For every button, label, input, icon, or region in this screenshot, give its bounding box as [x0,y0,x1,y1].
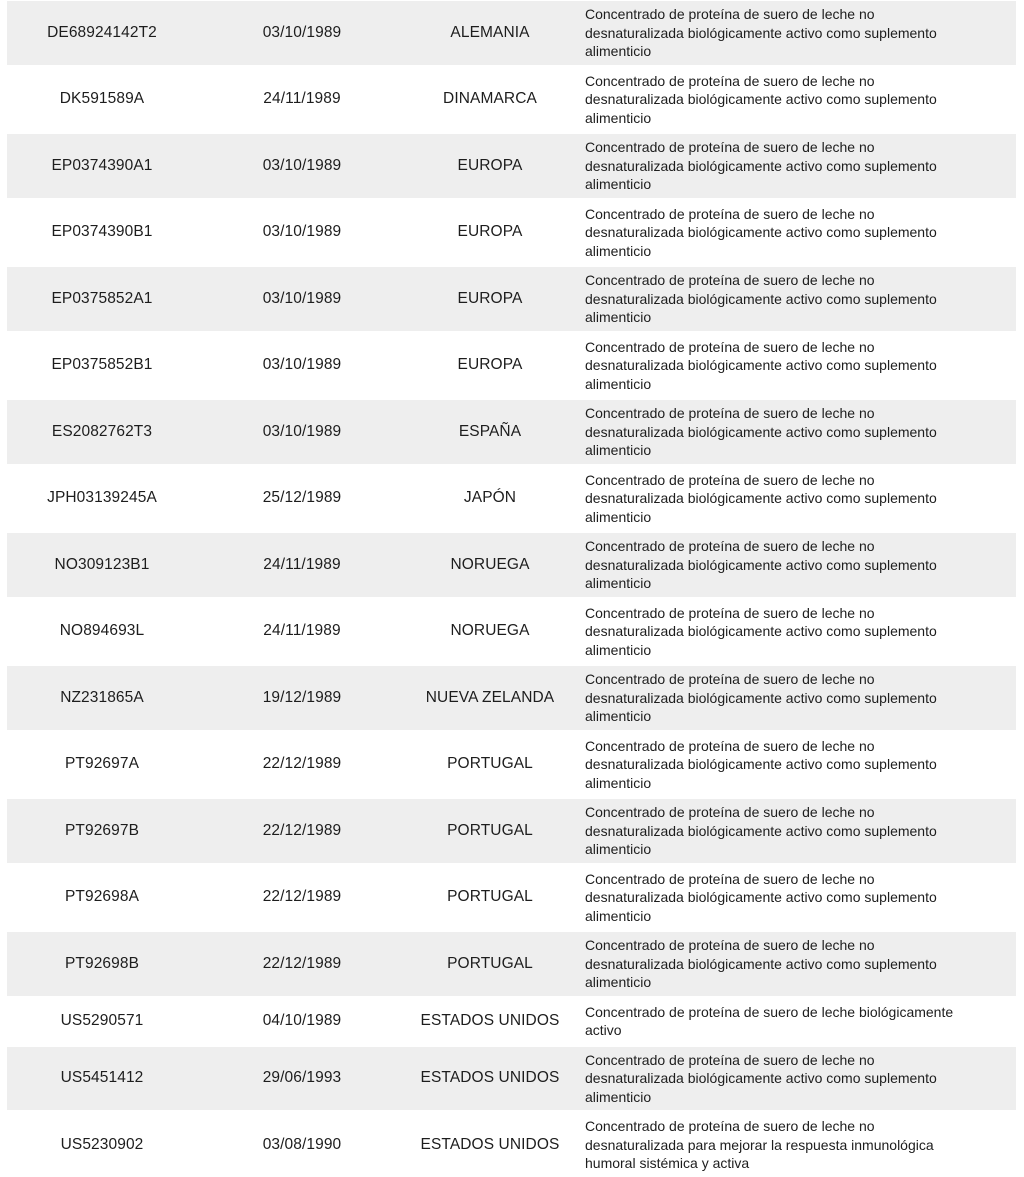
country-cell: EUROPA [457,156,523,174]
table-row [7,733,1016,797]
country-cell: EUROPA [457,356,523,374]
country-cell: ESTADOS UNIDOS [420,1069,560,1087]
country-cell: ESTADOS UNIDOS [420,1012,560,1029]
table-row [7,201,1016,265]
description-cell: Concentrado de proteína de suero de leche no desnaturalizada biológicamente activo como suplemento alimenticio [585,471,937,525]
country-cell: JAPÓN [463,489,517,507]
description-cell: Concentrado de proteína de suero de leche no desnaturalizada biológicamente activo como suplemento alimenticio [585,405,937,458]
patent-number-cell: EP0375852A1 [51,289,153,307]
date-cell: 22/12/1989 [262,888,342,906]
country-cell: DINAMARCA [443,90,537,108]
table-row [7,1047,1016,1111]
description-cell: Concentrado de proteína de suero de leche biológicamente activo [585,1003,954,1038]
patent-number-cell: JPH03139245A [47,489,157,507]
description-cell: Concentrado de proteína de suero de leche no desnaturalizada biológicamente activo como suplemento alimenticio [585,6,937,59]
patent-number-cell: EP0375852B1 [51,356,153,374]
country-cell: EUROPA [457,289,523,307]
table-row [7,134,1016,198]
date-cell: 03/10/1989 [262,156,342,174]
patent-number-cell: PT92697B [64,821,140,839]
description-cell: Concentrado de proteína de suero de leche no desnaturalizada biológicamente activo como suplemento alimenticio [585,937,937,990]
patent-number-cell: NO894693L [59,622,145,640]
description-cell: Concentrado de proteína de suero de leche no desnaturalizada biológicamente activo como suplemento alimenticio [585,338,937,392]
date-cell: 24/11/1989 [263,555,341,573]
patent-number-cell: PT92698B [64,954,140,972]
patent-number-cell: DE68924142T2 [47,23,157,41]
patent-number-cell: DK591589A [59,90,145,108]
description-cell: Concentrado de proteína de suero de leche no desnaturalizada biológicamente activo como suplemento alimenticio [585,671,937,724]
table-row [7,932,1016,996]
table-row [7,1113,1016,1177]
date-cell: 25/12/1989 [262,489,342,507]
date-cell: 22/12/1989 [262,755,342,773]
table-row [7,400,1016,464]
patent-number-cell: NZ231865A [60,688,144,706]
patent-number-cell: EP0374390A1 [51,156,153,174]
date-cell: 03/10/1989 [262,422,342,440]
date-cell: 19/12/1989 [262,688,342,706]
table-row [7,866,1016,930]
country-cell: EUROPA [457,223,523,241]
country-cell: ESPAÑA [458,422,522,440]
date-cell: 04/10/1989 [262,1012,342,1029]
description-cell: Concentrado de proteína de suero de leche no desnaturalizada biológicamente activo como suplemento alimenticio [585,205,937,259]
table-row [7,533,1016,597]
date-cell: 03/10/1989 [262,356,342,374]
description-cell: Concentrado de proteína de suero de leche no desnaturalizada para mejorar la respuesta inmunológica humoral sistémica y activa [585,1118,934,1171]
table-row [7,467,1016,531]
country-cell: NORUEGA [450,622,530,640]
patent-number-cell: ES2082762T3 [51,422,153,440]
date-cell: 29/06/1993 [262,1069,342,1087]
date-cell: 03/10/1989 [262,223,342,241]
country-cell: NUEVA ZELANDA [425,688,555,706]
table-row [7,999,1016,1044]
country-cell: PORTUGAL [447,821,533,839]
patent-number-cell: US5451412 [60,1069,144,1087]
date-cell: 03/10/1989 [262,289,342,307]
table-row [7,600,1016,664]
table-row [7,1,1016,65]
table-row [7,267,1016,331]
table-row [7,334,1016,398]
date-cell: 22/12/1989 [262,821,342,839]
description-cell: Concentrado de proteína de suero de leche no desnaturalizada biológicamente activo como suplemento alimenticio [585,139,937,192]
patent-number-cell: PT92698A [64,888,140,906]
country-cell: ALEMANIA [450,23,530,41]
patent-number-cell: NO309123B1 [54,555,150,573]
table-row [7,799,1016,863]
description-cell: Concentrado de proteína de suero de leche no desnaturalizada biológicamente activo como suplemento alimenticio [585,72,937,126]
date-cell: 24/11/1989 [263,622,341,640]
description-cell: Concentrado de proteína de suero de leche no desnaturalizada biológicamente activo como suplemento alimenticio [585,272,937,325]
date-cell: 22/12/1989 [262,954,342,972]
country-cell: PORTUGAL [447,755,533,773]
patent-number-cell: PT92697A [64,755,140,773]
table-row [7,666,1016,730]
date-cell: 03/08/1990 [262,1135,342,1153]
country-cell: NORUEGA [450,555,530,573]
description-cell: Concentrado de proteína de suero de leche no desnaturalizada biológicamente activo como suplemento alimenticio [585,870,937,924]
date-cell: 24/11/1989 [263,90,341,108]
description-cell: Concentrado de proteína de suero de leche no desnaturalizada biológicamente activo como suplemento alimenticio [585,1051,937,1105]
patent-number-cell: US5230902 [60,1135,144,1153]
description-cell: Concentrado de proteína de suero de leche no desnaturalizada biológicamente activo como suplemento alimenticio [585,604,937,658]
country-cell: PORTUGAL [447,954,533,972]
patent-table [7,1,1016,1177]
date-cell: 03/10/1989 [262,23,342,41]
country-cell: PORTUGAL [447,888,533,906]
description-cell: Concentrado de proteína de suero de leche no desnaturalizada biológicamente activo como suplemento alimenticio [585,538,937,591]
description-cell: Concentrado de proteína de suero de leche no desnaturalizada biológicamente activo como suplemento alimenticio [585,737,937,791]
table-row [7,68,1016,132]
country-cell: ESTADOS UNIDOS [420,1135,560,1153]
description-cell: Concentrado de proteína de suero de leche no desnaturalizada biológicamente activo como suplemento alimenticio [585,804,937,857]
patent-number-cell: US5290571 [60,1012,144,1029]
patent-number-cell: EP0374390B1 [51,223,153,241]
